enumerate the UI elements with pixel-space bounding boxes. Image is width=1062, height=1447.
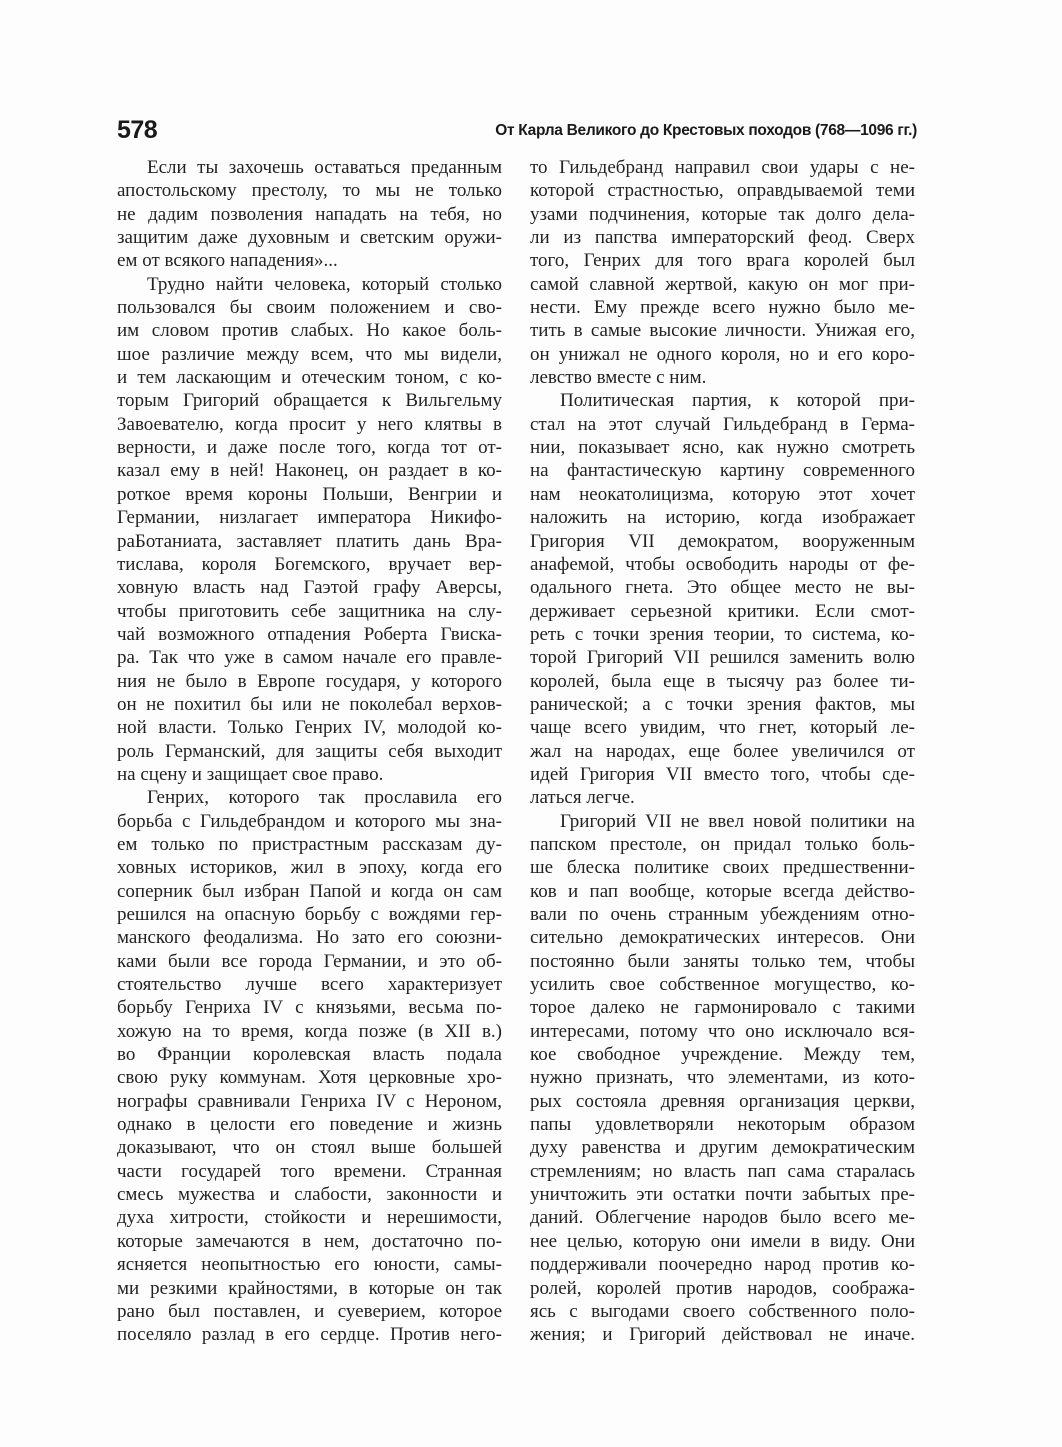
text-column-left [117,156,502,1347]
text-line: чаще всего увидим, что гнет, который ле- [530,717,915,739]
text-line: свою руку коммунам. Хотя церковные хро- [117,1067,502,1089]
text-line: не дадим позволения нападать на тебя, но [117,203,502,225]
text-column-right [530,156,915,1347]
text-line: ми резкими крайностями, в которые он так [117,1277,502,1299]
text-line: ясь с выгодами своего собственного поло- [530,1300,915,1322]
text-line: чтобы приготовить себе защитника на слу- [117,600,502,622]
text-line: торой Григорий VII решился заменить волю [530,647,915,669]
text-line: нии, показывает ясно, как нужно смотреть [530,437,915,459]
text-line: духа хитрости, стойкости и нерешимости, [117,1207,502,1229]
text-line: кое свободное учреждение. Между тем, [530,1044,915,1066]
text-line: стоятельство лучше всего характеризует [117,974,502,996]
page-number: 578 [117,116,158,144]
text-line: торое далеко не гармонировало с такими [530,997,915,1019]
text-line: стал на этот случай Гильдебранд в Герма- [530,413,915,435]
text-line: того, Генрих для того врага королей был [530,250,915,272]
text-line: самой славной жертвой, какую он мог при- [530,273,915,295]
text-line: однако в целости его поведение и жизнь [117,1114,502,1136]
text-line: он не похитил бы или не поколебал верхов- [117,693,502,715]
text-line: смесь мужества и слабости, законности и [117,1184,502,1206]
text-line: папы удовлетворяли некоторым образом [530,1114,915,1136]
text-line: левство вместе с ним. [530,367,707,389]
text-line: рано был поставлен, и суеверием, которое [117,1300,502,1322]
book-title: От Карла Великого до Крестовых походов (768—1096 гг.) [495,122,917,139]
text-line: Германии, низлагает императора Никифо- [117,507,502,529]
text-line: ранической; а с точки зрения фактов, мы [530,693,915,715]
text-line: пользовался бы своим положением и сво- [117,297,502,319]
text-line: нужно признать, что элементами, из кото- [530,1067,915,1089]
text-line: ясняется неопытностью его юности, самы- [117,1254,502,1276]
text-line: шое различие между всем, что мы видели, [117,343,502,365]
text-line: части государей того времени. Странная [117,1160,502,1182]
text-line: решился на опасную борьбу с вождями гер- [117,904,502,925]
text-line: наложить на историю, когда изображает [530,507,915,529]
text-line: жал на народах, еще более увеличился от [530,740,915,762]
text-line: ем только по пристрастным рассказам ду- [117,833,502,855]
text-line: нее целью, которую они имели в виду. Они [530,1230,915,1252]
text-line: он унижал не одного короля, но и его коро- [530,343,915,365]
text-line: рых состояла древняя организация церкви, [530,1090,915,1112]
text-line: Трудно найти человека, который столько [147,273,502,295]
text-line: Генрих, которого так прославила его [147,787,502,809]
text-line: тислава, короля Богемского, вручает вер- [117,553,502,575]
text-line: Если ты захочешь оставаться преданным [147,157,502,178]
text-line: и тем ласкающим и отеческим тоном, с ко- [117,367,502,389]
text-line: ли из папства императорский феод. Сверх [530,227,915,249]
text-line: интересами, потому что оно исключало вся- [530,1020,915,1042]
text-line: поселяло разлад в его сердце. Против него- [117,1324,502,1346]
text-line: верности, и даже после того, когда тот от- [117,437,502,459]
text-line: которой страстностью, оправдываемой теми [530,180,915,202]
text-line: папском престоле, он придал только боль- [530,833,915,855]
text-line: даний. Облегчение народов было всего ме- [530,1207,915,1229]
text-line: роткое время короны Польши, Венгрии и [117,483,502,505]
text-line: усилить свое собственное могущество, ко- [530,974,915,996]
text-line: ния не было в Европе государя, у которого [117,670,502,692]
text-line: ше блеска политике своих предшественни- [530,857,915,879]
text-line: Григория VII демократом, вооруженным [530,530,915,552]
text-line: анафемой, чтобы освободить народы от фе- [530,553,915,575]
text-line: апостольскому престолу, то мы не только [117,180,502,202]
text-line: одального гнета. Это общее место не вы- [530,577,915,599]
text-line: держивает серьезной критики. Если смот- [530,600,915,622]
text-line: ной власти. Только Генрих IV, молодой ко- [117,717,502,739]
text-line: уничтожить эти остатки почти забытых пре- [530,1184,915,1206]
text-line: сительно демократических интересов. Они [530,927,915,949]
text-line: казал ему в ней! Наконец, он раздает в ко- [117,460,502,482]
text-line: на сцену и защищает свое право. [117,763,384,785]
text-line: роль Германский, для защиты себя выходит [117,740,502,762]
text-line: доказывают, что он стоял выше большей [117,1137,502,1159]
text-line: раБотаниата, заставляет платить дань Вра- [117,530,502,552]
text-line: тить в самые высокие личности. Унижая его, [530,320,915,342]
text-line: идей Григория VII вместо того, чтобы сде- [530,763,915,785]
text-line: ролей, королей против народов, сообража- [530,1277,915,1299]
text-line: Завоевателю, когда просит у него клятвы в [117,413,502,435]
text-line: им словом против слабых. Но какое боль- [117,320,502,342]
text-line: ем от всякого нападения»... [117,250,338,272]
text-line: узами подчинения, которые так долго дела- [530,203,915,225]
text-line: соперник был избран Папой и когда он сам [117,880,502,902]
text-line: то Гильдебранд направил свои удары с не- [530,157,915,178]
text-line: ра. Так что уже в самом начале его правле- [117,647,502,669]
text-line: ховную власть над Гаэтой графу Аверсы, [117,577,502,599]
text-line: на фантастическую картину современного [530,460,915,482]
text-line: жения; и Григорий действовал не иначе. [530,1324,915,1346]
text-line: борьбу Генриха IV с князьями, весьма по- [117,997,502,1019]
text-line: латься легче. [530,787,635,809]
text-line: стремлениям; но власть пап сама старалась [530,1160,915,1182]
text-line: борьба с Гильдебрандом и которого мы зна- [117,810,502,832]
text-line: поддерживали поочередно народ против ко- [530,1254,915,1276]
text-line: ков и пап вообще, которые всегда действо- [530,880,915,902]
text-line: нам неокатолицизма, которую этот хочет [530,483,915,505]
text-line: духу равенства и другим демократическим [530,1137,915,1159]
text-line: королей, была еще в тысячу раз более ти- [530,670,915,692]
text-line: Григорий VII не ввел новой политики на [560,810,915,832]
text-line: нести. Ему прежде всего нужно было ме- [530,297,915,319]
text-line: ками были все города Германии, и это об- [117,950,502,972]
text-line: которые замечаются в нем, достаточно по- [117,1230,502,1252]
text-line: вали по очень странным убеждениям отно- [530,904,915,925]
text-line: защитим даже духовным и светским оружи- [117,227,502,249]
text-line: Политическая партия, к которой при- [560,390,915,412]
text-line: во Франции королевская власть подала [117,1044,502,1066]
text-line: манского феодализма. Но зато его союзни- [117,927,502,949]
text-line: хожую на то время, когда позже (в XII в.) [117,1020,502,1042]
text-line: торым Григорий обращается к Вильгельму [117,390,502,412]
text-line: реть с точки зрения теории, то система, ко- [530,623,915,645]
text-line: ховных историков, жил в эпоху, когда его [117,857,502,879]
text-line: нографы сравнивали Генриха IV с Нероном, [117,1090,502,1112]
text-line: чай возможного отпадения Роберта Гвиска- [117,623,502,645]
text-line: постоянно были заняты только тем, чтобы [530,950,915,972]
running-head [117,116,917,146]
